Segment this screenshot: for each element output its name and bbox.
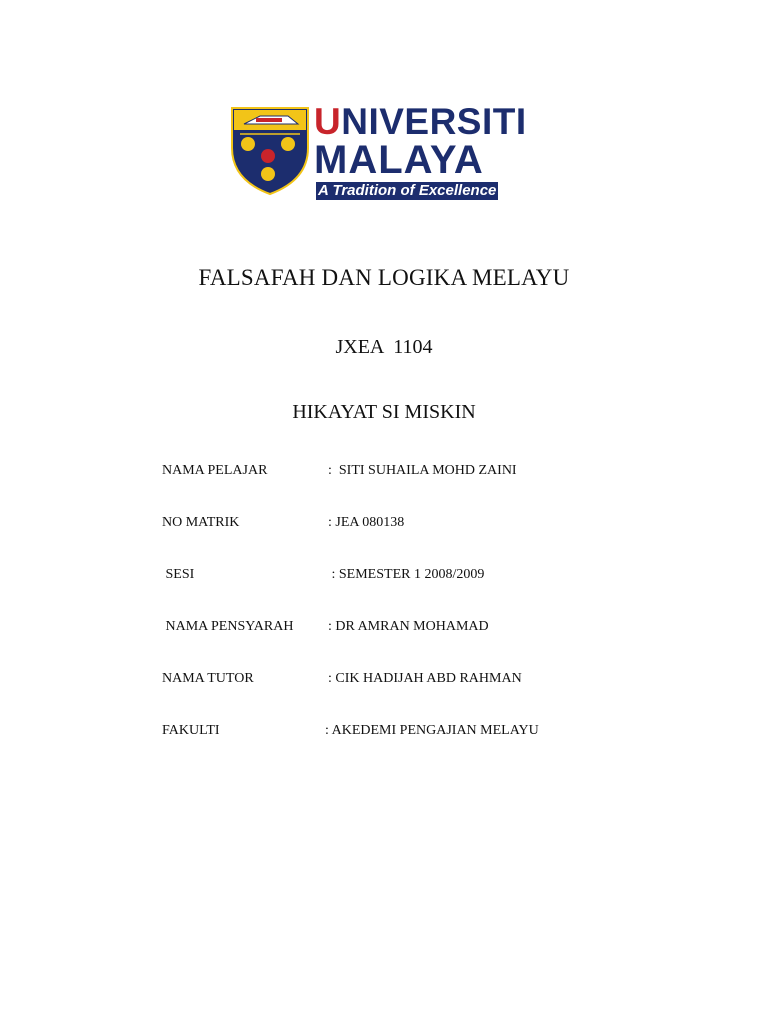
detail-label: NO MATRIK <box>162 515 240 530</box>
detail-value: : AKEDEMI PENGAJIAN MELAYU <box>325 723 539 738</box>
detail-row-lecturer <box>162 617 489 637</box>
logo-tagline: A Tradition of Excellence <box>318 182 497 199</box>
logo-initial: U <box>314 101 342 142</box>
detail-label: FAKULTI <box>162 723 220 738</box>
detail-label: NAMA TUTOR <box>162 671 254 686</box>
detail-value: : SEMESTER 1 2008/2009 <box>328 567 485 582</box>
assignment-title: HIKAYAT SI MISKIN <box>292 401 476 423</box>
detail-row-matric-no <box>162 513 405 533</box>
detail-value: : JEA 080138 <box>328 515 405 530</box>
detail-label: NAMA PELAJAR <box>162 463 268 478</box>
detail-value: : CIK HADIJAH ABD RAHMAN <box>328 671 522 686</box>
course-code: JXEA 1104 <box>335 336 433 358</box>
detail-value: : DR AMRAN MOHAMAD <box>328 619 489 634</box>
university-crest-icon <box>230 104 310 196</box>
university-logo <box>230 101 530 204</box>
detail-label: SESI <box>162 567 195 582</box>
detail-label: NAMA PENSYARAH <box>162 619 294 634</box>
logo-university-word <box>314 102 527 142</box>
course-title: FALSAFAH DAN LOGIKA MELAYU <box>198 265 570 290</box>
detail-row-student-name <box>162 461 517 481</box>
detail-row-session <box>162 565 485 585</box>
detail-row-tutor <box>162 669 522 689</box>
logo-malaya-word: MALAYA <box>314 138 484 182</box>
logo-university-rest: NIVERSITI <box>341 101 527 142</box>
detail-value: : SITI SUHAILA MOHD ZAINI <box>328 463 517 478</box>
detail-row-faculty <box>162 721 539 741</box>
